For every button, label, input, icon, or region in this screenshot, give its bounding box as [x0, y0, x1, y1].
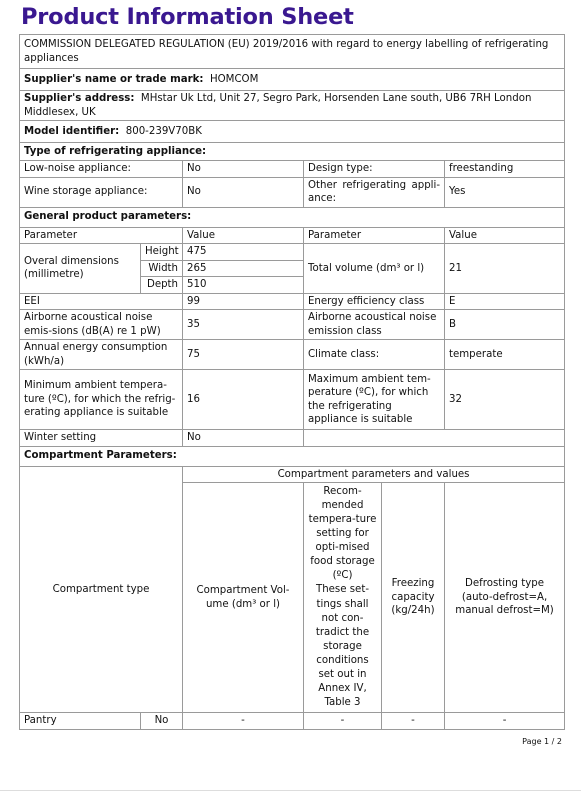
design-type-value: freestanding — [445, 161, 565, 178]
other-refrigerating-value: Yes — [445, 177, 565, 207]
other-refrigerating-label: Other refrigerating appli-ance: — [304, 177, 445, 207]
noise-class-label: Airborne acoustical noise emission class — [304, 310, 445, 340]
compartment-volume: - — [183, 713, 304, 730]
compartment-volume-header: Compartment Vol-ume (dm³ or l) — [183, 483, 304, 713]
supplier-address-value: MHstar Uk Ltd, Unit 27, Segro Park, Horsenden Lane south, UB6 7RH London Middlesex, UK — [24, 93, 532, 118]
general-col-parameter-2: Parameter — [304, 227, 445, 244]
page-number: Page 1 / 2 — [522, 737, 562, 746]
supplier-address-row — [20, 91, 565, 121]
temp-header-part-1: Recom-mended tempera-ture setting for opti-mised food storage (ºC) — [308, 485, 377, 582]
general-col-parameter: Parameter — [20, 227, 183, 244]
supplier-address-label: Supplier's address: — [24, 93, 135, 104]
noise-label: Airborne acoustical noise emis-sions (dB(A) re 1 pW) — [20, 310, 183, 340]
general-col-value: Value — [183, 227, 304, 244]
wine-storage-label: Wine storage appliance: — [20, 177, 183, 207]
compartment-name: Pantry — [20, 713, 141, 730]
compartment-type-header: Compartment type — [20, 466, 183, 713]
height-value: 475 — [183, 244, 304, 261]
noise-class-value: B — [445, 310, 565, 340]
supplier-name-row — [20, 69, 565, 91]
energy-class-value: E — [445, 293, 565, 310]
compartment-defrost: - — [445, 713, 565, 730]
climate-class-label: Climate class: — [304, 340, 445, 370]
temp-header-part-2: These set-tings shall not con-tradict the storage conditions set out in Annex IV, Table 3 — [315, 584, 370, 709]
model-row — [20, 121, 565, 143]
defrost-type-header: Defrosting type (auto-defrost=A, manual defrost=M) — [445, 483, 565, 713]
depth-value: 510 — [183, 277, 304, 294]
total-volume-label: Total volume (dm³ or l) — [304, 244, 445, 294]
compartment-present: No — [141, 713, 183, 730]
compartment-temperature: - — [304, 713, 382, 730]
design-type-label: Design type: — [304, 161, 445, 178]
max-ambient-value: 32 — [445, 370, 565, 430]
page-divider — [0, 790, 581, 791]
compartment-group-header: Compartment parameters and values — [183, 466, 565, 483]
max-ambient-label: Maximum ambient tem-perature (ºC), for which the refrigerating appliance is suitable — [304, 370, 445, 430]
width-value: 265 — [183, 260, 304, 277]
total-volume-value: 21 — [445, 244, 565, 294]
product-info-table — [19, 34, 565, 730]
width-label: Width — [141, 260, 183, 277]
recommended-temperature-header — [304, 483, 382, 713]
winter-setting-value: No — [183, 430, 304, 447]
depth-label: Depth — [141, 277, 183, 294]
low-noise-value: No — [183, 161, 304, 178]
eei-value: 99 — [183, 293, 304, 310]
regulation-text: COMMISSION DELEGATED REGULATION (EU) 2019/2016 with regard to energy labelling of refrigerating appliances — [20, 35, 565, 69]
type-header: Type of refrigerating appliance: — [20, 143, 565, 161]
compartment-freezing: - — [382, 713, 445, 730]
annual-energy-value: 75 — [183, 340, 304, 370]
low-noise-label: Low-noise appliance: — [20, 161, 183, 178]
height-label: Height — [141, 244, 183, 261]
model-label: Model identifier: — [24, 125, 120, 137]
freezing-capacity-header: Freezing capacity (kg/24h) — [382, 483, 445, 713]
min-ambient-value: 16 — [183, 370, 304, 430]
page-title: Product Information Sheet — [21, 4, 354, 30]
energy-class-label: Energy efficiency class — [304, 293, 445, 310]
noise-value: 35 — [183, 310, 304, 340]
wine-storage-value: No — [183, 177, 304, 207]
overall-dimensions-label: Overal dimensions (millimetre) — [20, 244, 141, 294]
table-row — [20, 713, 565, 730]
eei-label: EEI — [20, 293, 183, 310]
winter-setting-label: Winter setting — [20, 430, 183, 447]
model-value: 800-239V70BK — [125, 125, 202, 137]
annual-energy-label: Annual energy consumption (kWh/a) — [20, 340, 183, 370]
supplier-name-value: HOMCOM — [209, 73, 259, 85]
min-ambient-label: Minimum ambient tempera-ture (ºC), for which the refrig-erating appliance is suitable — [20, 370, 183, 430]
general-header: General product parameters: — [20, 207, 565, 227]
supplier-name-label: Supplier's name or trade mark: — [24, 73, 204, 85]
climate-class-value: temperate — [445, 340, 565, 370]
compartment-header: Compartment Parameters: — [20, 446, 565, 466]
empty-cell — [304, 430, 565, 447]
general-col-value-2: Value — [445, 227, 565, 244]
